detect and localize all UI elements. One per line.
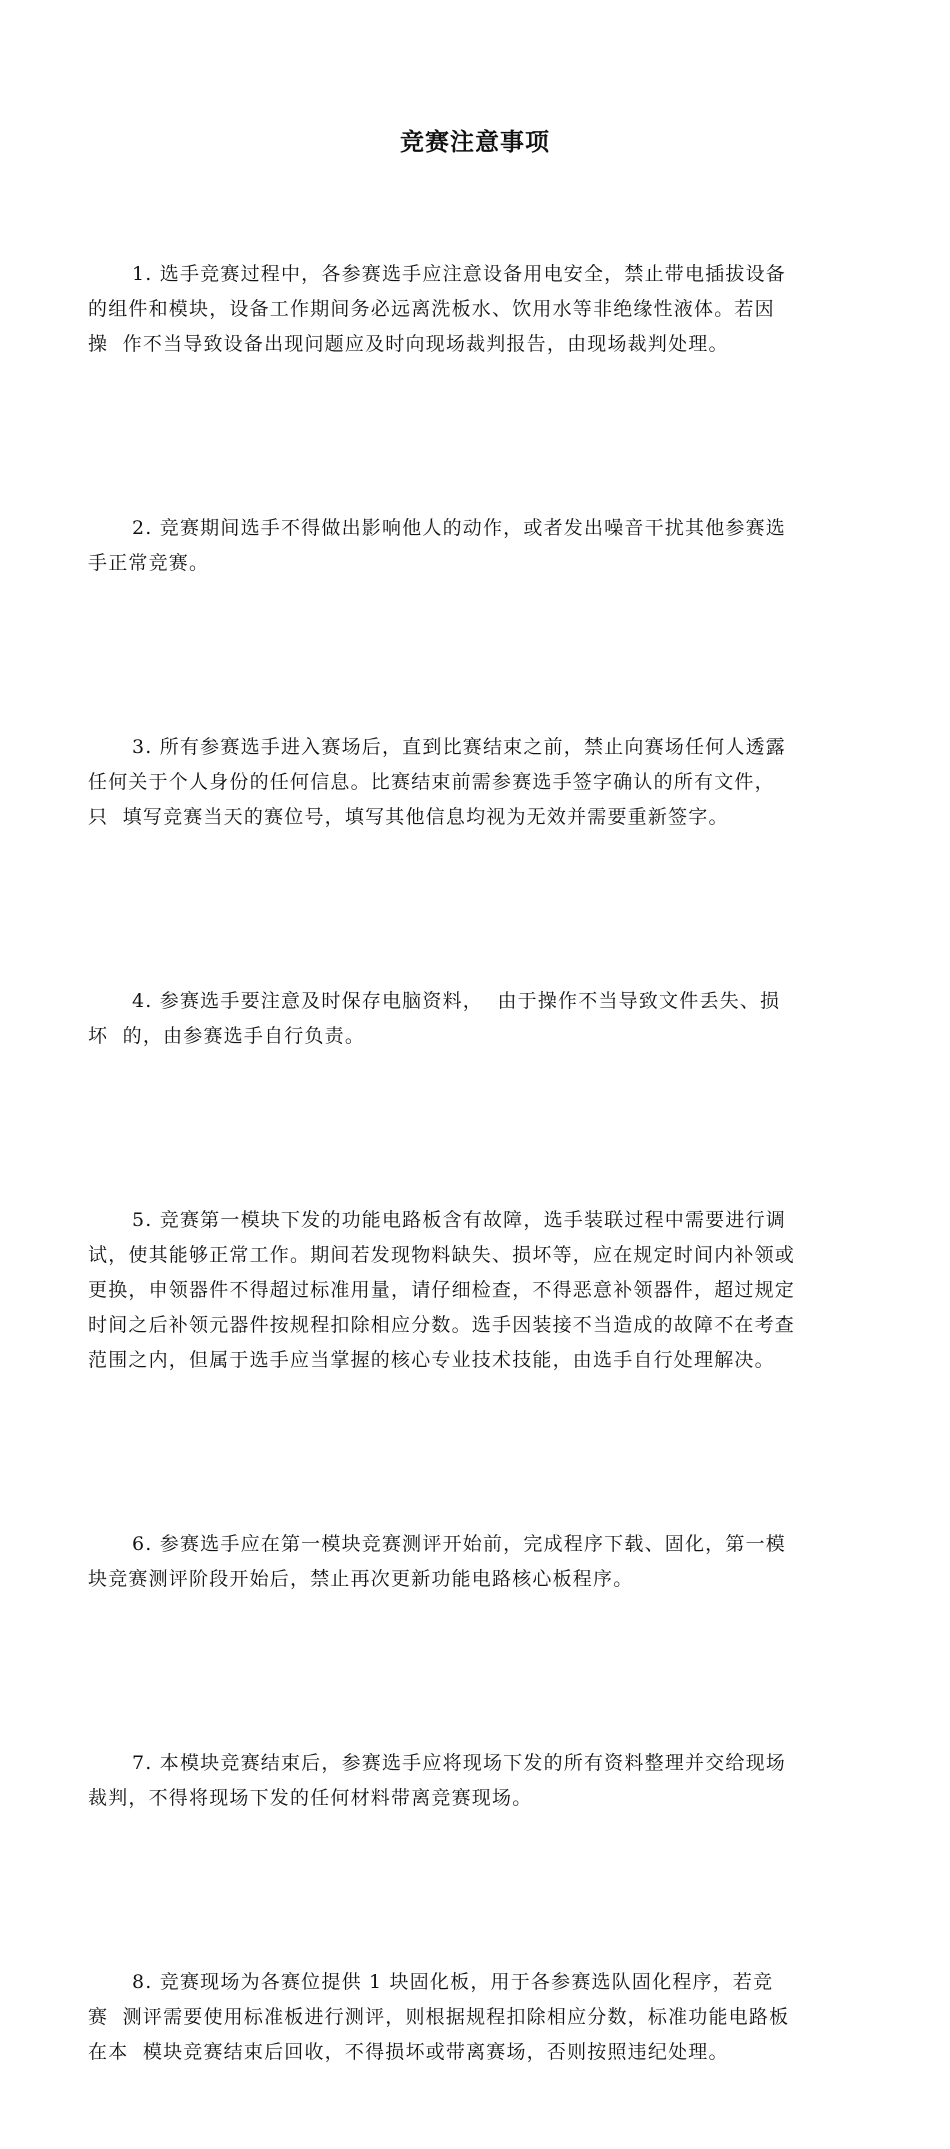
notice-item-6 (88, 1457, 864, 1667)
page-title: 竞赛注意事项 (400, 128, 550, 156)
notice-item-1 (88, 187, 864, 432)
notice-item-7 (88, 1676, 864, 1886)
notice-line: 5. 竞赛第一模块下发的功能电路板含有故障，选手装联过程中需要进行调 (132, 1209, 786, 1231)
notice-line: 在本 模块竞赛结束后回收，不得损坏或带离赛场，否则按照违纪处理。 (88, 2041, 729, 2063)
notice-item-4 (88, 914, 864, 1124)
notice-line: 更换，申领器件不得超过标准用量，请仔细检查，不得恶意补领器件，超过规定 (88, 1279, 796, 1301)
notice-line: 坏 的，由参赛选手自行负责。 (88, 1025, 366, 1047)
notice-line: 赛 测评需要使用标准板进行测评，则根据规程扣除相应分数，标准功能电路板 (88, 2006, 790, 2028)
notice-line: 块竞赛测评阶段开始后，禁止再次更新功能电路核心板程序。 (88, 1568, 634, 1590)
notice-line: 8. 竞赛现场为各赛位提供 1 块固化板，用于各参赛选队固化程序，若竞 (132, 1971, 774, 1993)
notice-line: 只 填写竞赛当天的赛位号，填写其他信息均视为无效并需要重新签字。 (88, 806, 729, 828)
notice-line: 操 作不当导致设备出现问题应及时向现场裁判报告，由现场裁判处理。 (88, 333, 729, 355)
notice-list (88, 187, 864, 2149)
notice-line: 7. 本模块竞赛结束后，参赛选手应将现场下发的所有资料整理并交给现场 (132, 1752, 786, 1774)
notice-line: 1. 选手竞赛过程中，各参赛选手应注意设备用电安全，禁止带电插拔设备 (132, 263, 786, 285)
notice-line: 3. 所有参赛选手进入赛场后，直到比赛结束之前，禁止向赛场任何人透露 (132, 736, 786, 758)
notice-line: 手正常竞赛。 (88, 552, 210, 574)
notice-line: 裁判，不得将现场下发的任何材料带离竞赛现场。 (88, 1787, 533, 1809)
notice-line: 2. 竞赛期间选手不得做出影响他人的动作，或者发出噪音干扰其他参赛选 (132, 517, 786, 539)
notice-item-2 (88, 441, 864, 651)
notice-item-3 (88, 660, 864, 905)
notice-item-5 (88, 1133, 864, 1448)
notice-line: 6. 参赛选手应在第一模块竞赛测评开始前，完成程序下载、固化，第一模 (132, 1533, 786, 1555)
notice-line: 范围之内，但属于选手应当掌握的核心专业技术技能，由选手自行处理解决。 (88, 1349, 775, 1371)
notice-line: 试，使其能够正常工作。期间若发现物料缺失、损坏等，应在规定时间内补领或 (88, 1244, 796, 1266)
notice-item-8 (88, 1895, 864, 2140)
notice-line: 的组件和模块，设备工作期间务必远离洗板水、饮用水等非绝缘性液体。若因 (88, 298, 775, 320)
notice-line: 任何关于个人身份的任何信息。比赛结束前需参赛选手签字确认的所有文件， (88, 771, 775, 793)
notice-line: 时间之后补领元器件按规程扣除相应分数。选手因装接不当造成的故障不在考查 (88, 1314, 796, 1336)
notice-line: 4. 参赛选手要注意及时保存电脑资料， 由于操作不当导致文件丢失、损 (132, 990, 781, 1012)
